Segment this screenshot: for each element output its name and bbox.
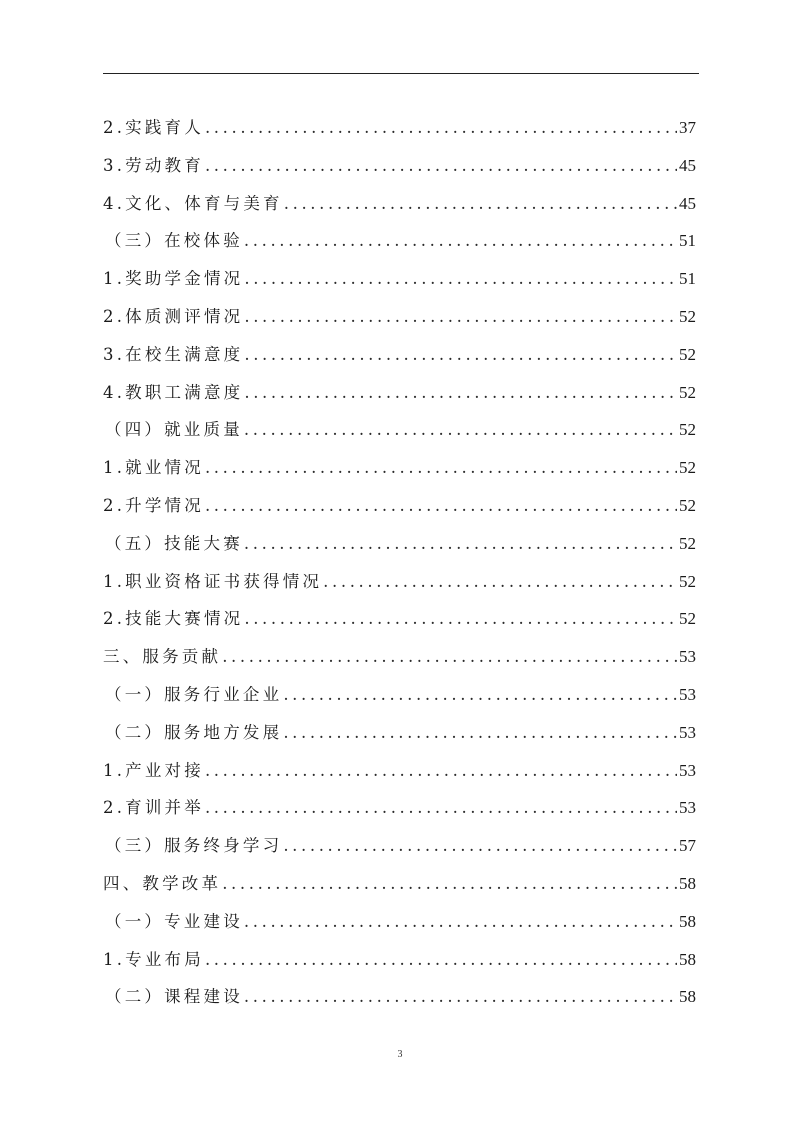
toc-entry[interactable] [103,752,696,790]
toc-entry-page: 58 [679,911,696,931]
toc-dot-leader [244,374,677,412]
toc-entry-page: 52 [679,458,696,478]
toc-entry-label: 1.专业布局 [103,949,204,969]
toc-dot-leader [283,827,677,865]
toc-entry-page: 45 [679,155,696,175]
toc-entry[interactable] [103,714,696,752]
toc-entry-label: （二）服务地方发展 [105,722,283,742]
toc-entry[interactable] [103,978,696,1016]
toc-entry-label: （一）专业建设 [105,911,243,931]
toc-entry-page: 52 [679,382,696,402]
toc-dot-leader [205,487,677,525]
toc-entry-label: 三、服务贡献 [103,647,222,667]
toc-entry[interactable] [103,563,696,601]
toc-entry-label: （二）课程建设 [105,987,243,1007]
toc-entry-label: （三）在校体验 [105,231,243,251]
toc-entry-label: （四）就业质量 [105,420,243,440]
toc-dot-leader [284,185,677,223]
toc-dot-leader [283,714,677,752]
toc-entry-page: 51 [679,269,696,289]
toc-dot-leader [244,336,677,374]
toc-entry[interactable] [103,298,696,336]
toc-entry-label: （五）技能大赛 [105,533,243,553]
toc-entry-label: 四、教学改革 [103,873,222,893]
toc-entry-page: 52 [679,420,696,440]
toc-entry[interactable] [103,411,696,449]
toc-entry[interactable] [103,185,696,223]
header-rule [103,73,699,74]
toc-entry-label: （三）服务终身学习 [105,836,283,856]
toc-entry-page: 53 [679,684,696,704]
toc-entry-page: 37 [679,118,696,137]
toc-dot-leader [205,147,677,185]
toc-entry-label: 3.在校生满意度 [103,344,244,364]
toc-entry[interactable] [103,222,696,260]
toc-entry-label: 2.育训并举 [103,798,204,818]
toc-dot-leader [244,411,677,449]
toc-entry-label: 2.升学情况 [103,495,204,515]
toc-entry[interactable] [103,941,696,979]
toc-dot-leader [244,525,677,563]
toc-dot-leader [244,903,677,941]
toc-dot-leader [244,260,677,298]
toc-entry-page: 52 [679,344,696,364]
toc-dot-leader [205,941,677,979]
toc-entry[interactable] [103,789,696,827]
toc-dot-leader [222,865,677,903]
toc-entry-page: 52 [679,306,696,326]
toc-dot-leader [205,789,677,827]
toc-entry[interactable] [103,676,696,714]
toc-entry-label: 3.劳动教育 [103,155,204,175]
toc-entry[interactable] [103,374,696,412]
toc-entry[interactable] [103,600,696,638]
toc-entry[interactable] [103,865,696,903]
toc-entry[interactable] [103,525,696,563]
toc-entry-page: 53 [679,722,696,742]
toc-entry-label: 1.产业对接 [103,760,204,780]
toc-entry[interactable] [103,903,696,941]
toc-entry[interactable] [103,487,696,525]
toc-entry[interactable] [103,449,696,487]
toc-entry[interactable] [103,260,696,298]
toc-entry[interactable] [103,827,696,865]
toc-entry-page: 58 [679,873,696,893]
toc-dot-leader [244,298,677,336]
toc-entry-label: 2.体质测评情况 [103,306,244,326]
toc-entry-page: 57 [679,836,696,856]
toc-dot-leader [205,752,677,790]
toc-dot-leader [205,449,677,487]
toc-entry-label: 1.就业情况 [103,458,204,478]
toc-dot-leader [222,638,677,676]
toc-entry-label: 2.技能大赛情况 [103,609,244,629]
toc-entry[interactable] [103,638,696,676]
toc-entry-label: 1.奖助学金情况 [103,269,244,289]
toc-entry[interactable] [103,147,696,185]
toc-entry-page: 53 [679,647,696,667]
toc-entry-label: 1.职业资格证书获得情况 [103,571,323,591]
toc-entry-label: 4.文化、体育与美育 [103,193,283,213]
toc-entry-page: 52 [679,533,696,553]
toc-entry-page: 52 [679,609,696,629]
page-number: 3 [397,1049,403,1060]
toc-entry-page: 58 [679,949,696,969]
toc-dot-leader [205,109,677,147]
toc-dot-leader [244,978,677,1016]
toc-entry-label: 4.教职工满意度 [103,382,244,402]
toc-entry-page: 51 [679,231,696,251]
toc-entry[interactable] [103,336,696,374]
toc-entry[interactable] [103,109,696,147]
toc-entry-page: 58 [679,987,696,1007]
toc-dot-leader [323,563,677,601]
table-of-contents [103,109,696,1016]
toc-entry-page: 53 [679,798,696,818]
toc-entry-label: （一）服务行业企业 [105,684,283,704]
toc-entry-page: 52 [679,495,696,515]
toc-dot-leader [283,676,677,714]
toc-entry-page: 52 [679,571,696,591]
toc-entry-page: 45 [679,193,696,213]
toc-entry-page: 53 [679,760,696,780]
toc-dot-leader [244,600,677,638]
toc-dot-leader [244,222,677,260]
toc-entry-label: 2.实践育人 [103,118,204,137]
